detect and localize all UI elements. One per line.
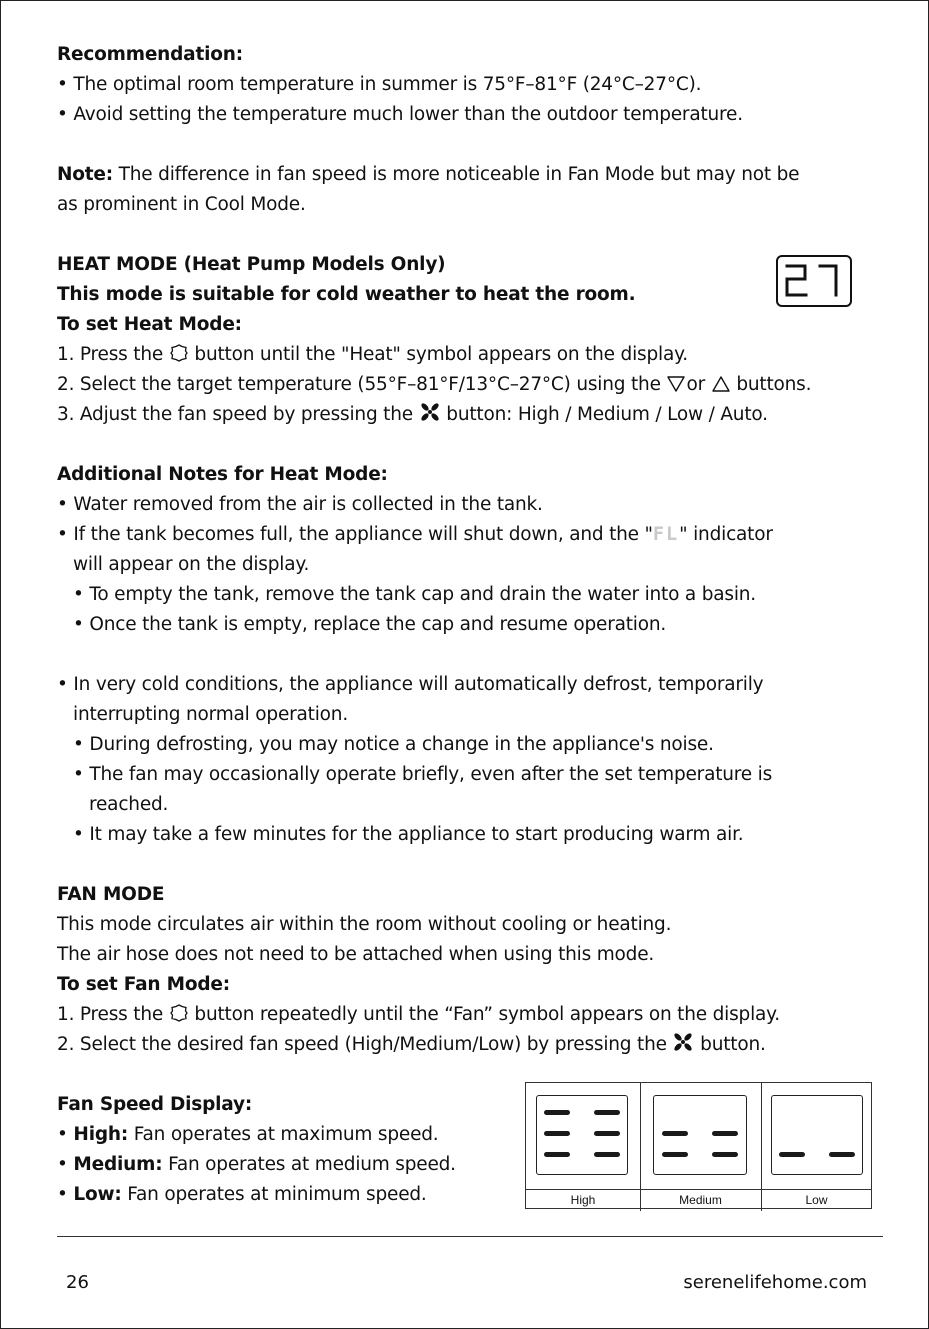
note-bullet-2: • If the tank becomes full, the appliance will shut down, and the "FL" indicator (57, 524, 773, 545)
recommendation-heading: Recommendation: (57, 44, 243, 65)
page-number: 26 (66, 1272, 89, 1293)
heat-step-3: 3. Adjust the fan speed by pressing the button: High / Medium / Low / Auto. (57, 400, 877, 430)
fan-speed-panels (525, 1082, 872, 1209)
temperature-display (776, 255, 852, 307)
speed-bar (544, 1152, 570, 1157)
panel-label-high: High (526, 1189, 641, 1211)
note-paragraph: Note: The difference in fan speed is more noticeable in Fan Mode but may not be (57, 164, 800, 185)
fan-icon (419, 401, 441, 433)
heat-mode-subheading: This mode is suitable for cold weather to heat the room. (57, 284, 636, 305)
note-sub-bullet-2: • Once the tank is empty, replace the cap and resume operation. (73, 614, 667, 635)
speed-bar (829, 1152, 855, 1157)
fan-speed-heading: Fan Speed Display: (57, 1094, 253, 1115)
fan-speed-high: • High: Fan operates at maximum speed. (57, 1124, 439, 1145)
note-sub-bullet-5: • It may take a few minutes for the appliance to start producing warm air. (73, 824, 744, 845)
fan-step-1: 1. Press the button repeatedly until the “Fan” symbol appears on the display. (57, 1000, 877, 1030)
recommendation-bullet-2: • Avoid setting the temperature much lower than the outdoor temperature. (57, 104, 743, 125)
ft-indicator: FL (652, 524, 680, 545)
fan-icon (672, 1031, 694, 1063)
panel-medium (640, 1083, 762, 1189)
temperature-digits (778, 257, 849, 304)
heat-step-1: 1. Press the button until the "Heat" symbol appears on the display. (57, 340, 877, 370)
fan-speed-low: • Low: Fan operates at minimum speed. (57, 1184, 427, 1205)
speed-bar (662, 1131, 688, 1136)
speed-bar (544, 1110, 570, 1115)
fan-mode-desc-2: The air hose does not need to be attached when using this mode. (57, 944, 655, 965)
mode-icon (169, 343, 189, 373)
panel-high-screen (536, 1095, 628, 1175)
speed-bar (662, 1152, 688, 1157)
fan-mode-heading: FAN MODE (57, 884, 165, 905)
note-bullet-2-cont: will appear on the display. (73, 554, 310, 575)
fan-speed-medium: • Medium: Fan operates at medium speed. (57, 1154, 456, 1175)
note-sub-bullet-4-cont: reached. (89, 794, 169, 815)
note-bullet-3: • In very cold conditions, the appliance will automatically defrost, temporarily (57, 674, 764, 695)
fan-mode-desc-1: This mode circulates air within the room without cooling or heating. (57, 914, 672, 935)
speed-bar (712, 1131, 738, 1136)
fan-step-2: 2. Select the desired fan speed (High/Medium/Low) by pressing the button. (57, 1030, 877, 1060)
panel-label-low: Low (761, 1189, 872, 1211)
heat-step-2: 2. Select the target temperature (55°F–81°F/13°C–27°C) using the or buttons. (57, 370, 877, 400)
footer-divider (57, 1236, 883, 1237)
down-triangle-icon (666, 373, 686, 403)
note-label: Note: (57, 164, 113, 185)
additional-notes-heading: Additional Notes for Heat Mode: (57, 464, 388, 485)
manual-page-content (57, 40, 877, 1210)
note-sub-bullet-4: • The fan may occasionally operate briefly, even after the set temperature is (73, 764, 773, 785)
heat-mode-heading: HEAT MODE (Heat Pump Models Only) (57, 254, 446, 275)
speed-bar (712, 1152, 738, 1157)
panel-medium-screen (653, 1095, 747, 1175)
up-triangle-icon (711, 373, 731, 403)
website-url: serenelifehome.com (683, 1272, 867, 1293)
panel-label-medium: Medium (640, 1189, 762, 1211)
speed-bar (544, 1131, 570, 1136)
panel-low (761, 1083, 872, 1189)
mode-icon (169, 1003, 189, 1033)
panel-high (526, 1083, 641, 1189)
recommendation-bullet-1: • The optimal room temperature in summer is 75°F–81°F (24°C–27°C). (57, 74, 702, 95)
speed-bar (594, 1152, 620, 1157)
note-sub-bullet-3: • During defrosting, you may notice a change in the appliance's noise. (73, 734, 714, 755)
set-fan-mode-heading: To set Fan Mode: (57, 974, 230, 995)
set-heat-mode-heading: To set Heat Mode: (57, 314, 242, 335)
note-bullet-1: • Water removed from the air is collected in the tank. (57, 494, 543, 515)
note-paragraph-cont: as prominent in Cool Mode. (57, 194, 306, 215)
speed-bar (779, 1152, 805, 1157)
note-sub-bullet-1: • To empty the tank, remove the tank cap and drain the water into a basin. (73, 584, 756, 605)
speed-bar (594, 1131, 620, 1136)
note-bullet-3-cont: interrupting normal operation. (73, 704, 349, 725)
speed-bar (594, 1110, 620, 1115)
panel-low-screen (771, 1095, 863, 1175)
